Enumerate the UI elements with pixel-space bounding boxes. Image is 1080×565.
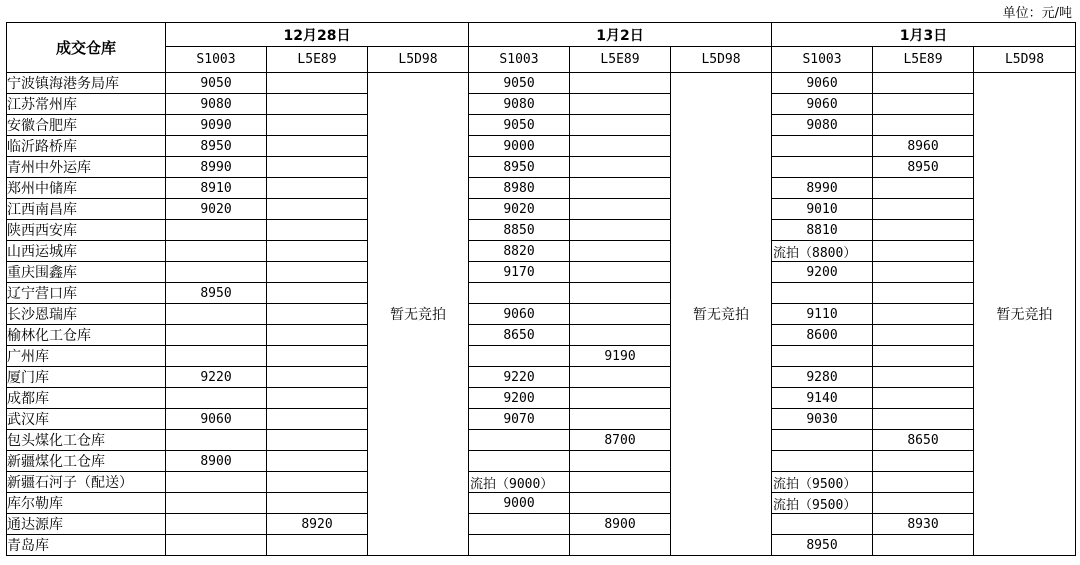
price-cell: 8950 [166, 136, 267, 157]
price-cell: 9190 [570, 346, 671, 367]
code-header: S1003 [166, 47, 267, 73]
price-cell [873, 178, 974, 199]
price-cell [267, 535, 368, 556]
warehouse-name: 武汉库 [7, 409, 166, 430]
code-header: L5D98 [671, 47, 772, 73]
price-cell: 8810 [772, 220, 873, 241]
price-cell [166, 493, 267, 514]
table-row [7, 220, 1076, 241]
price-cell [166, 304, 267, 325]
table-row [7, 514, 1076, 535]
price-cell: 9080 [469, 94, 570, 115]
warehouse-name: 成都库 [7, 388, 166, 409]
price-cell [772, 514, 873, 535]
price-cell [166, 430, 267, 451]
price-cell [570, 283, 671, 304]
price-cell [267, 409, 368, 430]
warehouse-name: 新疆石河子（配送） [7, 472, 166, 493]
price-cell [267, 73, 368, 94]
code-header-row [7, 47, 1076, 73]
price-cell: 9280 [772, 367, 873, 388]
warehouse-name: 长沙恩瑞库 [7, 304, 166, 325]
price-cell [469, 514, 570, 535]
price-cell: 8650 [469, 325, 570, 346]
code-header: L5D98 [974, 47, 1076, 73]
price-cell [873, 283, 974, 304]
price-cell [166, 262, 267, 283]
price-cell [570, 262, 671, 283]
price-cell [469, 451, 570, 472]
date-header-row [7, 23, 1076, 47]
warehouse-name: 新疆煤化工仓库 [7, 451, 166, 472]
code-header: L5D98 [368, 47, 469, 73]
price-cell: 9060 [772, 73, 873, 94]
price-cell [873, 325, 974, 346]
price-cell: 8600 [772, 325, 873, 346]
price-cell: 8910 [166, 178, 267, 199]
price-cell [873, 388, 974, 409]
price-cell [267, 115, 368, 136]
price-cell [873, 241, 974, 262]
price-cell: 8930 [873, 514, 974, 535]
warehouse-name: 通达源库 [7, 514, 166, 535]
price-cell: 9080 [166, 94, 267, 115]
code-header: L5E89 [267, 47, 368, 73]
price-cell [267, 283, 368, 304]
price-cell [772, 346, 873, 367]
table-row [7, 262, 1076, 283]
price-cell: 8990 [772, 178, 873, 199]
price-cell [873, 367, 974, 388]
price-cell: 9020 [469, 199, 570, 220]
price-cell [267, 178, 368, 199]
warehouse-name: 重庆围鑫库 [7, 262, 166, 283]
table-row [7, 241, 1076, 262]
price-cell: 9070 [469, 409, 570, 430]
price-cell [772, 136, 873, 157]
price-cell [570, 493, 671, 514]
price-cell [570, 367, 671, 388]
price-cell [267, 136, 368, 157]
warehouse-name: 安徽合肥库 [7, 115, 166, 136]
price-cell [166, 346, 267, 367]
table-row [7, 115, 1076, 136]
table-row [7, 367, 1076, 388]
date-header-1: 12月28日 [166, 23, 469, 47]
price-cell [873, 304, 974, 325]
price-cell: 流拍（9000） [469, 472, 570, 493]
price-cell [267, 157, 368, 178]
price-cell: 9110 [772, 304, 873, 325]
auction-price-table [6, 22, 1076, 556]
price-cell [570, 178, 671, 199]
price-cell: 9140 [772, 388, 873, 409]
price-cell [267, 493, 368, 514]
warehouse-name: 广州库 [7, 346, 166, 367]
price-cell [570, 535, 671, 556]
price-cell: 8850 [469, 220, 570, 241]
table-row [7, 199, 1076, 220]
code-header: L5E89 [570, 47, 671, 73]
price-cell: 9220 [469, 367, 570, 388]
price-cell: 9020 [166, 199, 267, 220]
price-cell [873, 199, 974, 220]
date-header-2: 1月2日 [469, 23, 772, 47]
price-cell: 9010 [772, 199, 873, 220]
price-cell: 9050 [469, 73, 570, 94]
price-cell [873, 94, 974, 115]
table-row [7, 157, 1076, 178]
warehouse-name: 江苏常州库 [7, 94, 166, 115]
price-cell [166, 472, 267, 493]
price-cell [267, 262, 368, 283]
price-cell [570, 73, 671, 94]
table-row [7, 304, 1076, 325]
table-row [7, 451, 1076, 472]
warehouse-name: 辽宁营口库 [7, 283, 166, 304]
price-cell [267, 430, 368, 451]
price-cell [267, 472, 368, 493]
table-row [7, 136, 1076, 157]
price-cell: 流拍（8800） [772, 241, 873, 262]
price-cell [267, 304, 368, 325]
code-header: S1003 [772, 47, 873, 73]
table-row [7, 73, 1076, 94]
price-cell [873, 451, 974, 472]
price-cell [267, 367, 368, 388]
date-header-3: 1月3日 [772, 23, 1076, 47]
price-cell [267, 451, 368, 472]
price-cell [570, 199, 671, 220]
price-cell [873, 73, 974, 94]
table-row [7, 283, 1076, 304]
unit-label: 单位：元/吨 [1002, 6, 1072, 21]
price-cell [570, 388, 671, 409]
price-cell: 8960 [873, 136, 974, 157]
price-cell: 8700 [570, 430, 671, 451]
warehouse-name: 青岛库 [7, 535, 166, 556]
price-cell [570, 157, 671, 178]
price-cell [873, 493, 974, 514]
code-header: S1003 [469, 47, 570, 73]
table-row [7, 388, 1076, 409]
table-row [7, 346, 1076, 367]
price-cell: 9080 [772, 115, 873, 136]
price-cell [873, 346, 974, 367]
price-cell: 流拍（9500） [772, 472, 873, 493]
price-cell [166, 325, 267, 346]
price-cell [166, 220, 267, 241]
price-cell: 9200 [469, 388, 570, 409]
price-cell [873, 262, 974, 283]
price-cell: 8650 [873, 430, 974, 451]
table-row [7, 409, 1076, 430]
table-row [7, 325, 1076, 346]
price-cell [570, 325, 671, 346]
price-cell [873, 409, 974, 430]
price-cell [469, 346, 570, 367]
warehouse-name: 江西南昌库 [7, 199, 166, 220]
warehouse-name: 宁波镇海港务局库 [7, 73, 166, 94]
table-row [7, 535, 1076, 556]
price-cell [166, 388, 267, 409]
price-cell [267, 346, 368, 367]
price-cell: 9050 [469, 115, 570, 136]
price-cell [570, 115, 671, 136]
price-cell [570, 136, 671, 157]
warehouse-name: 陕西西安库 [7, 220, 166, 241]
warehouse-name: 库尔勒库 [7, 493, 166, 514]
price-cell: 9170 [469, 262, 570, 283]
code-header: L5E89 [873, 47, 974, 73]
price-cell: 8950 [873, 157, 974, 178]
price-cell [267, 199, 368, 220]
price-cell: 流拍（9500） [772, 493, 873, 514]
price-cell [267, 388, 368, 409]
price-cell [772, 430, 873, 451]
table-row [7, 178, 1076, 199]
price-cell [267, 94, 368, 115]
warehouse-header: 成交仓库 [7, 23, 166, 73]
warehouse-name: 榆林化工仓库 [7, 325, 166, 346]
price-cell: 8990 [166, 157, 267, 178]
price-cell [873, 472, 974, 493]
price-cell [166, 241, 267, 262]
price-cell: 8950 [772, 535, 873, 556]
no-auction-cell: 暂无竞拍 [368, 73, 469, 556]
warehouse-name: 山西运城库 [7, 241, 166, 262]
price-cell [570, 220, 671, 241]
price-cell: 8920 [267, 514, 368, 535]
price-cell: 9060 [166, 409, 267, 430]
price-cell [469, 283, 570, 304]
price-cell: 9200 [772, 262, 873, 283]
warehouse-name: 临沂路桥库 [7, 136, 166, 157]
price-cell: 9060 [469, 304, 570, 325]
price-cell [772, 451, 873, 472]
table-row [7, 430, 1076, 451]
table-row [7, 94, 1076, 115]
price-cell [570, 409, 671, 430]
price-cell: 8950 [469, 157, 570, 178]
no-auction-cell: 暂无竞拍 [974, 73, 1076, 556]
price-cell [772, 283, 873, 304]
price-cell: 9060 [772, 94, 873, 115]
price-cell: 8950 [166, 283, 267, 304]
table-body [7, 73, 1076, 556]
price-cell: 9000 [469, 136, 570, 157]
warehouse-name: 厦门库 [7, 367, 166, 388]
price-cell [267, 325, 368, 346]
price-cell [873, 115, 974, 136]
price-cell [267, 220, 368, 241]
price-cell: 9090 [166, 115, 267, 136]
price-cell [570, 94, 671, 115]
price-cell: 9000 [469, 493, 570, 514]
no-auction-cell: 暂无竞拍 [671, 73, 772, 556]
warehouse-name: 郑州中储库 [7, 178, 166, 199]
price-cell [267, 241, 368, 262]
price-cell [166, 514, 267, 535]
table-row [7, 472, 1076, 493]
warehouse-name: 包头煤化工仓库 [7, 430, 166, 451]
price-cell [570, 304, 671, 325]
price-cell: 8980 [469, 178, 570, 199]
price-cell [570, 472, 671, 493]
price-cell [772, 157, 873, 178]
warehouse-name: 青州中外运库 [7, 157, 166, 178]
price-cell [469, 535, 570, 556]
price-cell [873, 535, 974, 556]
price-cell [570, 241, 671, 262]
price-cell: 8820 [469, 241, 570, 262]
price-cell: 9220 [166, 367, 267, 388]
price-cell [570, 451, 671, 472]
price-cell [469, 430, 570, 451]
price-cell [873, 220, 974, 241]
price-cell [166, 535, 267, 556]
price-cell: 8900 [570, 514, 671, 535]
price-cell: 8900 [166, 451, 267, 472]
table-row [7, 493, 1076, 514]
price-cell: 9030 [772, 409, 873, 430]
price-cell: 9050 [166, 73, 267, 94]
